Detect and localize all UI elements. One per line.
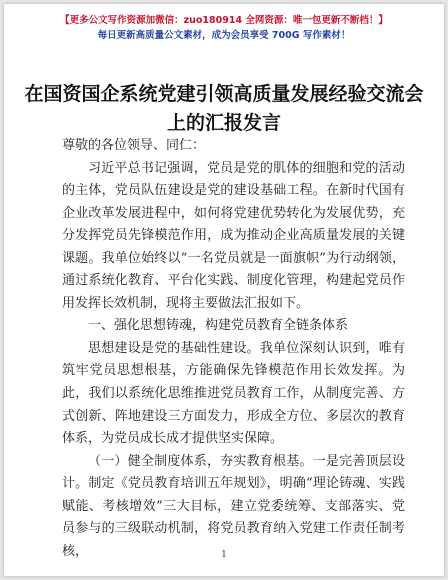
body-paragraph-intro: 习近平总书记强调，党员是党的肌体的细胞和党的活动的主体，党员队伍建设是党的建设基础工程。在新时代国有企业改革发展进程中，如何将党建优势转化为发展优势，充分发挥党员先锋模范作用，成为推动企业高质量发展的关键课题。我单位始终以“一名党员就是一面旗帜”为行动纲领，通过系统化教育、平台化实践、制度化管理，构建起党员作用发挥长效机制，现将主要做法汇报如下。 bbox=[62, 160, 405, 311]
body-paragraph-subsection-1: （一）健全制度体系，夯实教育根基。一是完善顶层设计。制定《党员教育培训五年规划》，明确“理论铸魂、实践赋能、考核增效”三大目标，建立党委统筹、支部落实、党员参与的三级联动机制，将党员教育纳入党建工作责任制考核， bbox=[62, 453, 405, 559]
document-title: 在国资国企系统党建引领高质量发展经验交流会上的汇报发言 bbox=[24, 83, 424, 134]
promo-banner-top: 【更多公文写作资源加微信：zuo180914 全网资源：唯一包更新不断档！】 bbox=[60, 15, 388, 26]
salutation: 尊敬的各位领导、同仁： bbox=[62, 138, 206, 153]
page-number: 1 bbox=[221, 550, 227, 560]
document-page bbox=[4, 4, 444, 576]
promo-banner-subline: 每日更新高质量公文素材，成为会员享受 700G 写作素材！ bbox=[97, 30, 351, 41]
section-heading-1: 一、强化思想铸魂，构建党员教育全链条体系 bbox=[88, 318, 349, 334]
body-paragraph-section-1: 思想建设是党的基础性建设。我单位深刻认识到，唯有筑牢党员思想根基，方能确保先锋模范作用长效发挥。为此，我们以系统化思维推进党员教育工作，从制度完善、方式创新、阵地建设三方面发力，形成全方位、多层次的教育体系，为党员成长成才提供坚实保障。 bbox=[62, 340, 405, 447]
document-body bbox=[62, 135, 405, 563]
